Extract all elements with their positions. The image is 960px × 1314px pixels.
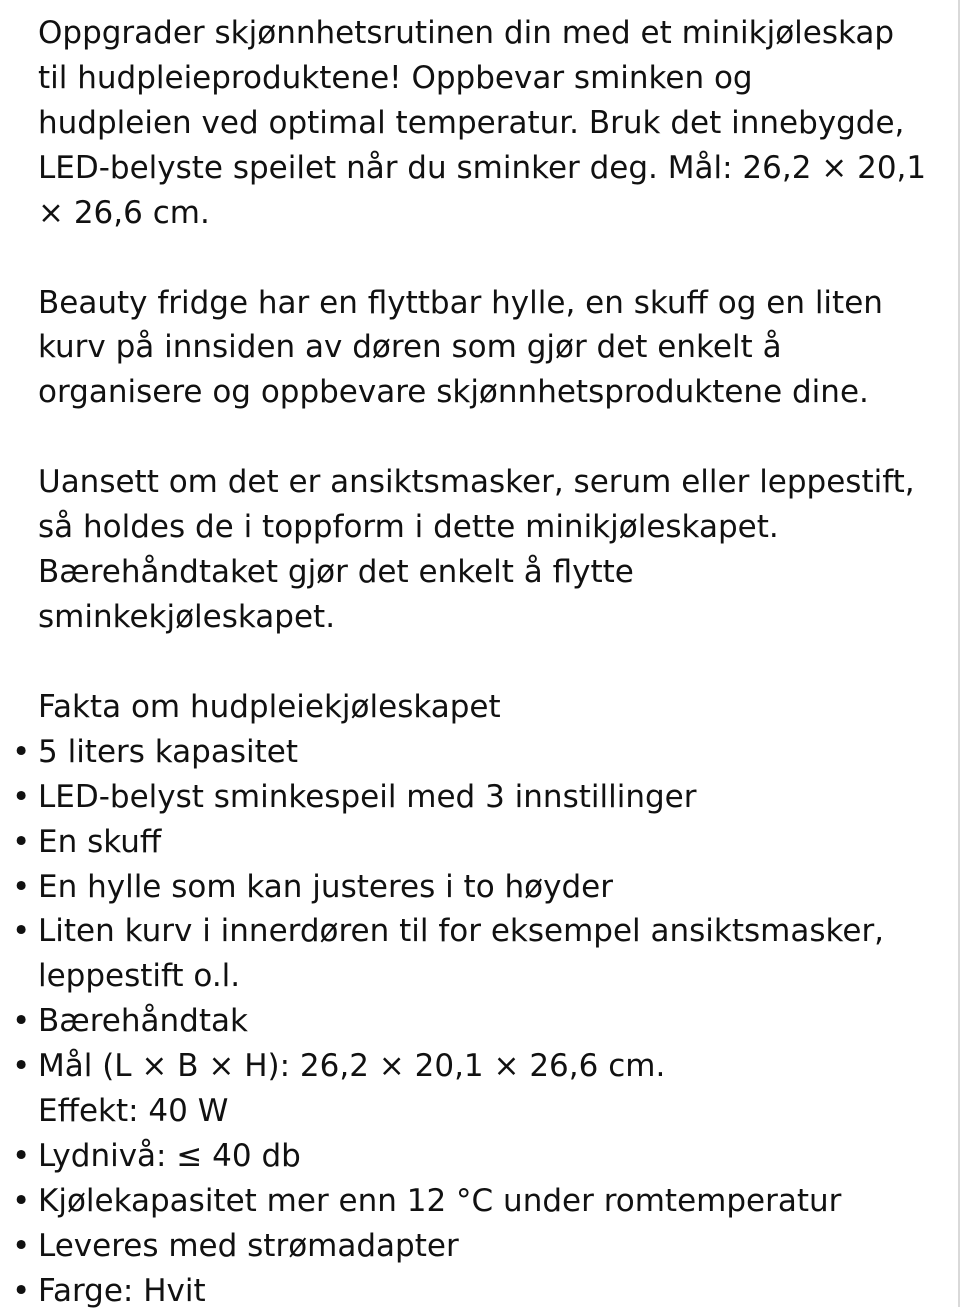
bullet-icon: • bbox=[12, 868, 31, 905]
list-item-text: Lydnivå: ≤ 40 db bbox=[38, 1137, 301, 1174]
list-item bbox=[0, 909, 938, 999]
bullet-icon: • bbox=[12, 1227, 31, 1264]
bullet-icon: • bbox=[12, 1003, 31, 1040]
list-item-text: En hylle som kan justeres i to høyder bbox=[38, 868, 613, 905]
list-item bbox=[0, 820, 938, 865]
list-item bbox=[0, 730, 938, 775]
bullet-icon: • bbox=[12, 913, 31, 950]
bullet-icon: • bbox=[12, 778, 31, 815]
list-item-text: Mål (L × B × H): 26,2 × 20,1 × 26,6 cm. Effekt: 40 W bbox=[38, 1048, 666, 1130]
facts-heading: Fakta om hudpleiekjøleskapet bbox=[38, 688, 501, 725]
product-description bbox=[0, 11, 960, 1314]
bullet-icon: • bbox=[12, 1182, 31, 1219]
bullet-icon: • bbox=[12, 823, 31, 860]
list-item bbox=[0, 1224, 938, 1269]
list-item bbox=[0, 1044, 938, 1134]
list-item-text: LED-belyst sminkespeil med 3 innstillinger bbox=[38, 778, 697, 815]
list-item-text: Kjølekapasitet mer enn 12 °C under romtemperatur bbox=[38, 1182, 842, 1219]
list-item-text: Bærehåndtak bbox=[38, 1003, 248, 1040]
bullet-icon: • bbox=[12, 1048, 31, 1085]
description-paragraph: Beauty fridge har en flyttbar hylle, en skuff og en liten kurv på innsiden av døren som gjør det enkelt å organisere og oppbevare skjønnhetsproduktene dine. bbox=[38, 284, 883, 411]
list-item-text: Leveres med strømadapter bbox=[38, 1227, 459, 1264]
list-item bbox=[0, 865, 938, 910]
list-item-text: Liten kurv i innerdøren til for eksempel ansiktsmasker, leppestift o.l. bbox=[38, 913, 885, 995]
list-item bbox=[0, 1179, 938, 1224]
bullet-icon: • bbox=[12, 1272, 31, 1309]
description-paragraph: Oppgrader skjønnhetsrutinen din med et minikjøleskap til hudpleieproduktene! Oppbevar sminken og hudpleien ved optimal temperatur. Bruk det innebygde, LED-belyste speilet når du sminker deg. Mål: 26,2 × 20,1 × 26,6 cm. bbox=[38, 15, 927, 231]
bullet-icon: • bbox=[12, 733, 31, 770]
bullet-icon: • bbox=[12, 1137, 31, 1174]
facts-list bbox=[0, 730, 960, 1314]
description-paragraph: Uansett om det er ansiktsmasker, serum eller leppestift, så holdes de i toppform i dette minikjøleskapet. Bærehåndtaket gjør det enkelt å flytte sminkekjøleskapet. bbox=[38, 464, 915, 635]
list-item-text: 5 liters kapasitet bbox=[38, 733, 299, 770]
list-item bbox=[0, 775, 938, 820]
list-item bbox=[0, 999, 938, 1044]
list-item-text: Farge: Hvit bbox=[38, 1272, 206, 1309]
list-item bbox=[0, 1134, 938, 1179]
list-item-text: En skuff bbox=[38, 823, 162, 860]
